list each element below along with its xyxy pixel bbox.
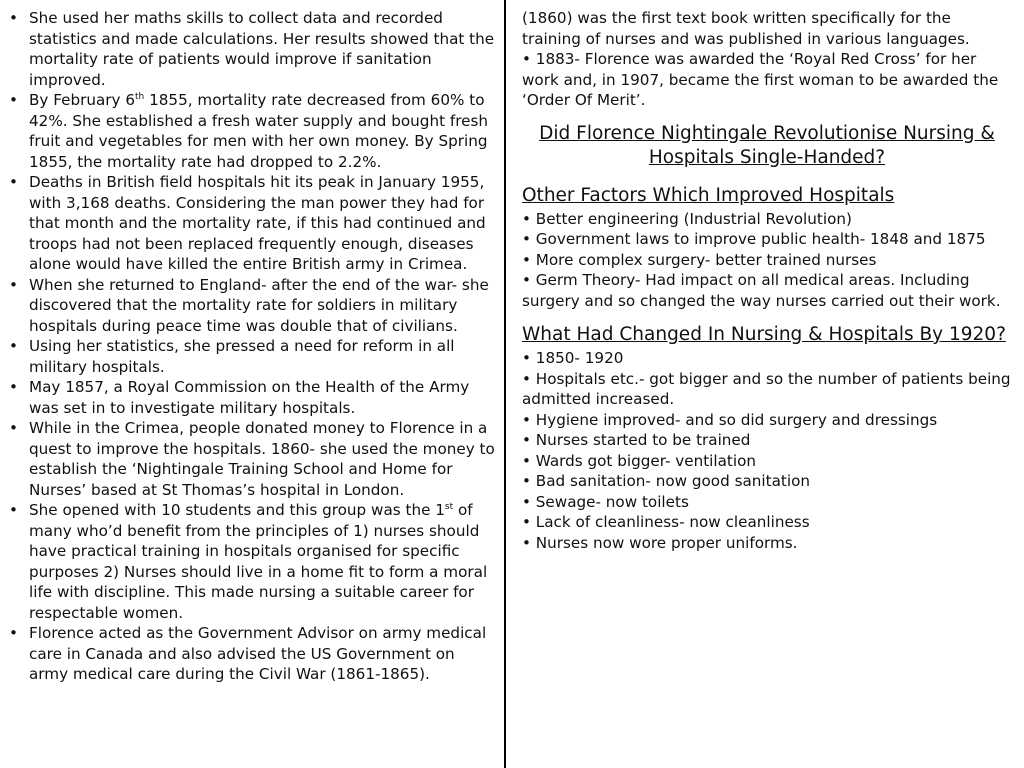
list-item: • Government laws to improve public health- 1848 and 1875 — [522, 230, 986, 248]
nightingale-bullet-list — [8, 8, 496, 685]
bullet-item: • She opened with 10 students and this group was the 1st of many who’d benefit from the principles of 1) nurses should have practical training in hospitals organised for specific purposes 2) Nurses should live in a home fit to form a moral life with discipline. This made nursing a suitable career for respectable women. — [9, 501, 488, 622]
changes-heading: What Had Changed In Nursing & Hospitals By 1920? — [522, 324, 1006, 345]
bullet-item: • She used her maths skills to collect data and recorded statistics and made calculations. Her results showed that the mortality rate of patients would improve if sanitation improved. — [9, 9, 495, 89]
factors-list — [522, 209, 1012, 312]
bullet-item: • May 1857, a Royal Commission on the Health of the Army was set in to investigate military hospitals. — [9, 378, 470, 417]
factors-heading: Other Factors Which Improved Hospitals — [522, 184, 895, 206]
bullet-item: • Florence acted as the Government Advisor on army medical care in Canada and also advised the US Government on army medical care during the Civil War (1861-1865). — [9, 624, 487, 683]
list-item: • Nurses started to be trained — [522, 431, 751, 449]
right-column — [506, 0, 1024, 768]
list-item: • Germ Theory- Had impact on all medical areas. Including surgery and so changed the way nurses carried out their work. — [522, 271, 1001, 310]
intro-text: (1860) was the first text book written specifically for the training of nurses and was published in various languages. — [522, 9, 970, 48]
bullet-item: • Using her statistics, she pressed a need for reform in all military hospitals. — [9, 337, 455, 376]
list-item: • Hygiene improved- and so did surgery and dressings — [522, 410, 938, 429]
bullet-item: • While in the Crimea, people donated money to Florence in a quest to improve the hospitals. 1860- she used the money to establish the ‘Nightingale Training School and Home for Nurses’ based at St Thomas’s hospital in London. — [9, 419, 495, 499]
list-item: • Lack of cleanliness- now cleanliness — [522, 513, 810, 531]
list-item: • More complex surgery- better trained nurses — [522, 250, 877, 269]
list-item: • Wards got bigger- ventilation — [522, 451, 757, 470]
bullet-item: • When she returned to England- after the end of the war- she discovered that the mortality rate for soldiers in military hospitals during peace time was double that of civilians. — [9, 275, 489, 335]
changes-list — [522, 348, 1012, 553]
question-heading: Did Florence Nightingale Revolutionise Nursing & Hospitals Single-Handed? — [539, 122, 995, 168]
list-item: • Sewage- now toilets — [522, 492, 689, 511]
list-item: • Bad sanitation- now good sanitation — [522, 472, 810, 490]
bullet-item: • Deaths in British field hospitals hit its peak in January 1955, with 3,168 deaths. Considering the man power they had for that month and the mortality rate, if this had continued and troops had not been replaced frequently enough, diseases alone would have killed the entire British army in Crimea. — [9, 173, 486, 273]
bullet-item: • By February 6th 1855, mortality rate decreased from 60% to 42%. She established a fresh water supply and bought fresh fruit and vegetables for men with her own money. By Spring 1855, the mortality rate had dropped to 2.2%. — [9, 91, 488, 171]
list-item: • Nurses now wore proper uniforms. — [522, 533, 798, 552]
left-column — [0, 0, 504, 768]
list-item: • Hospitals etc.- got bigger and so the number of patients being admitted increased. — [522, 369, 1011, 408]
list-item: • Better engineering (Industrial Revolution) — [522, 209, 852, 228]
list-item: • 1850- 1920 — [522, 349, 624, 367]
award-text: • 1883- Florence was awarded the ‘Royal Red Cross’ for her work and, in 1907, became the first woman to be awarded the ‘Order Of Merit’. — [522, 50, 999, 109]
